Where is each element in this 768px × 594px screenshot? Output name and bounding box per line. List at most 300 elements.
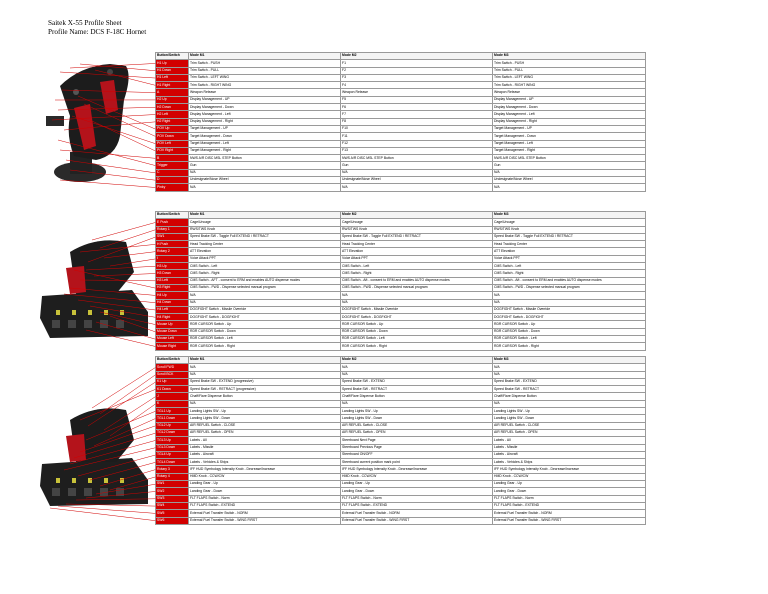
table-row <box>156 147 646 154</box>
cell-mode-m3: CMS Switch - Aft - consent to ERM and enables AUTO dispense modes <box>493 277 646 284</box>
col-header-m1: Mode M1 <box>189 53 341 60</box>
cell-mode-m2: F1 <box>341 60 493 67</box>
table-row <box>156 364 646 371</box>
cell-mode-m2: F2 <box>341 67 493 74</box>
cell-mode-m2: CMS Switch - Right <box>341 270 493 277</box>
cell-mode-m2: AIR REFUEL Switch - CLOSE <box>341 422 493 429</box>
cell-mode-m2: HMD Knob - CCW/CW <box>341 473 493 480</box>
cell-mode-m2: N/A <box>341 299 493 306</box>
table-row <box>156 429 646 436</box>
cell-button: Rotary 1 <box>156 226 189 233</box>
cell-button: POV Left <box>156 140 189 147</box>
cell-mode-m3: Speed Brake SW - RETRACT <box>493 386 646 393</box>
cell-button: K1 Down <box>156 386 189 393</box>
cell-mode-m3: IFF HUD Symbology Intensity Knob - Decrease/Increase <box>493 466 646 473</box>
cell-mode-m3: Head Tracking Center <box>493 241 646 248</box>
table-header-row <box>156 53 646 60</box>
table-row <box>156 241 646 248</box>
table-row <box>156 255 646 262</box>
cell-mode-m2: Steerboard Next Page <box>341 437 493 444</box>
cell-mode-m3: External Fuel Transfer Switch - NORM <box>493 510 646 517</box>
cell-mode-m2: Weapon Release <box>341 89 493 96</box>
col-header-button: Button/Switch <box>156 53 189 60</box>
cell-button: H2 Left <box>156 111 189 118</box>
table-row <box>156 408 646 415</box>
col-header-m2: Mode M2 <box>341 212 493 219</box>
table-header-row <box>156 212 646 219</box>
cell-mode-m3: Labels - All <box>493 437 646 444</box>
table-row <box>156 393 646 400</box>
cell-button: H4 Down <box>156 299 189 306</box>
cell-mode-m1: Landing Lights SW - Up <box>189 408 341 415</box>
cell-button: J <box>156 393 189 400</box>
cell-mode-m1: N/A <box>189 299 341 306</box>
cell-mode-m2: F10 <box>341 125 493 132</box>
cell-button: TGL4 Down <box>156 459 189 466</box>
cell-mode-m1: Undesignate/Nose Wheel <box>189 177 341 184</box>
stick-table-body <box>156 60 646 191</box>
cell-mode-m2: Speed Brake SW - Toggle Full EXTEND / RETRACT <box>341 233 493 240</box>
cell-mode-m3: ATT Elevation <box>493 248 646 255</box>
table-row <box>156 219 646 226</box>
throttle-table <box>155 211 646 351</box>
cell-mode-m2: N/A <box>341 400 493 407</box>
cell-mode-m1: RDR CURSOR Switch - Left <box>189 336 341 343</box>
table-row <box>156 400 646 407</box>
cell-mode-m3: Target Management - UP <box>493 125 646 132</box>
cell-mode-m3: AIR REFUEL Switch - OPEN <box>493 429 646 436</box>
cell-mode-m2: RDR CURSOR Switch - Left <box>341 336 493 343</box>
cell-button: TGL3 Up <box>156 437 189 444</box>
cell-mode-m2: Steerboard Previous Page <box>341 444 493 451</box>
cell-mode-m3: N/A <box>493 371 646 378</box>
cell-mode-m2: ATT Elevation <box>341 248 493 255</box>
cell-mode-m2: Landing Gear - Up <box>341 481 493 488</box>
cell-button: K1 Up <box>156 378 189 385</box>
cell-mode-m2: Cage/Uncage <box>341 219 493 226</box>
cell-mode-m2: Steerboard ON/OFF <box>341 451 493 458</box>
cell-mode-m3: Target Management - Down <box>493 133 646 140</box>
cell-mode-m1: Voice Attack PPT <box>189 255 341 262</box>
cell-button: SW1 <box>156 233 189 240</box>
cell-button: TGL1 Up <box>156 408 189 415</box>
col-header-button: Button/Switch <box>156 212 189 219</box>
table-row <box>156 415 646 422</box>
cell-mode-m1: Labels - Aircraft <box>189 451 341 458</box>
throttle-base-table <box>155 356 646 525</box>
cell-mode-m3: Target Management - Right <box>493 147 646 154</box>
cell-mode-m1: Landing Gear - Down <box>189 488 341 495</box>
cell-mode-m1: RDR CURSOR Switch - Down <box>189 328 341 335</box>
cell-mode-m1: Labels - All <box>189 437 341 444</box>
table-row <box>156 284 646 291</box>
table-row <box>156 60 646 67</box>
cell-mode-m2: RDR CURSOR Switch - Down <box>341 328 493 335</box>
cell-mode-m1: Chaff/Flare Dispense Button <box>189 393 341 400</box>
col-header-button: Button/Switch <box>156 357 189 364</box>
cell-mode-m2: Landing Lights SW - Down <box>341 415 493 422</box>
cell-mode-m2: Voice Attack PPT <box>341 255 493 262</box>
throttle-image <box>36 232 152 342</box>
table-row <box>156 292 646 299</box>
cell-mode-m1: Speed Brake SW - EXTEND (progressive) <box>189 378 341 385</box>
cell-mode-m2: NWS A/R DISC MSL STEP Button <box>341 155 493 162</box>
cell-mode-m3: HMD Knob - CCW/CW <box>493 473 646 480</box>
cell-mode-m1: CMS Switch - Right <box>189 270 341 277</box>
cell-mode-m1: Speed Brake SW - Toggle Full EXTEND / RETRACT <box>189 233 341 240</box>
cell-mode-m2: Head Tracking Center <box>341 241 493 248</box>
cell-mode-m2: Landing Lights SW - Up <box>341 408 493 415</box>
cell-mode-m3: Target Management - Left <box>493 140 646 147</box>
table-row <box>156 96 646 103</box>
table-row <box>156 67 646 74</box>
cell-button: POV Down <box>156 133 189 140</box>
cell-mode-m3: Labels - Missile <box>493 444 646 451</box>
cell-button: K <box>156 400 189 407</box>
cell-mode-m1: N/A <box>189 364 341 371</box>
cell-mode-m2: N/A <box>341 184 493 191</box>
cell-mode-m1: N/A <box>189 169 341 176</box>
cell-mode-m2: External Fuel Transfer Switch - NORM <box>341 510 493 517</box>
cell-mode-m3: Cage/Uncage <box>493 219 646 226</box>
cell-mode-m2: FLT FLAPS Switch - Norm <box>341 495 493 502</box>
table-row <box>156 378 646 385</box>
cell-mode-m2: N/A <box>341 292 493 299</box>
cell-mode-m1: Landing Lights SW - Down <box>189 415 341 422</box>
cell-mode-m1: FLT FLAPS Switch - Norm <box>189 495 341 502</box>
cell-button: TGL1 Down <box>156 415 189 422</box>
cell-mode-m2: F6 <box>341 104 493 111</box>
cell-button: H1 Up <box>156 60 189 67</box>
table-row <box>156 314 646 321</box>
cell-mode-m3: RDR CURSOR Switch - Right <box>493 343 646 350</box>
cell-mode-m3: N/A <box>493 364 646 371</box>
cell-button: H1 Down <box>156 67 189 74</box>
cell-button: H3 Left <box>156 277 189 284</box>
cell-mode-m2: F5 <box>341 96 493 103</box>
cell-mode-m1: External Fuel Transfer Switch - NORM <box>189 510 341 517</box>
cell-button: H3 Down <box>156 270 189 277</box>
cell-mode-m3: CMS Switch - Right <box>493 270 646 277</box>
cell-mode-m1: ATT Elevation <box>189 248 341 255</box>
cell-mode-m3: DOGFIGHT Switch - Missile Override <box>493 306 646 313</box>
cell-button: SW3 <box>156 495 189 502</box>
cell-mode-m1: Trim Switch - PULL <box>189 67 341 74</box>
table-row <box>156 118 646 125</box>
cell-button: H2 Up <box>156 96 189 103</box>
cell-mode-m3: Gun <box>493 162 646 169</box>
cell-mode-m2: FLT FLAPS Switch - EXTEND <box>341 502 493 509</box>
col-header-m1: Mode M1 <box>189 212 341 219</box>
cell-button: TGL4 Up <box>156 451 189 458</box>
cell-mode-m2: N/A <box>341 364 493 371</box>
table-row <box>156 336 646 343</box>
cell-mode-m2: F4 <box>341 82 493 89</box>
cell-mode-m1: Speed Brake SW - RETRACT (progressive) <box>189 386 341 393</box>
cell-mode-m2: DOGFIGHT Switch - Missile Override <box>341 306 493 313</box>
cell-mode-m2: F13 <box>341 147 493 154</box>
cell-mode-m3: Trim Switch - RIGHT WING <box>493 82 646 89</box>
joystick-image <box>40 56 150 196</box>
cell-mode-m2: Chaff/Flare Dispense Button <box>341 393 493 400</box>
cell-mode-m3: Landing Gear - Down <box>493 488 646 495</box>
cell-mode-m2: F11 <box>341 133 493 140</box>
cell-mode-m2: AIR REFUEL Switch - OPEN <box>341 429 493 436</box>
cell-mode-m1: DOGFIGHT Switch - DOGFIGHT <box>189 314 341 321</box>
table-row <box>156 488 646 495</box>
cell-mode-m3: Weapon Release <box>493 89 646 96</box>
cell-mode-m1: Trim Switch - PUSH <box>189 60 341 67</box>
cell-mode-m2: RWS/TWS Knob <box>341 226 493 233</box>
table-row <box>156 263 646 270</box>
table-row <box>156 89 646 96</box>
cell-button: TGL2 Up <box>156 422 189 429</box>
cell-mode-m2: CMS Switch - Aft - consent to ERM and enables AUTO dispense modes <box>341 277 493 284</box>
cell-mode-m2: F8 <box>341 118 493 125</box>
cell-mode-m1: Target Management - UP <box>189 125 341 132</box>
cell-mode-m1: N/A <box>189 400 341 407</box>
cell-mode-m2: RDR CURSOR Switch - Right <box>341 343 493 350</box>
cell-mode-m3: Display Management - Left <box>493 111 646 118</box>
cell-mode-m1: Weapon Release <box>189 89 341 96</box>
cell-mode-m3: Landing Gear - Up <box>493 481 646 488</box>
sheet-title: Saitek X-55 Profile Sheet <box>48 19 122 27</box>
cell-button: Rotary 3 <box>156 466 189 473</box>
cell-mode-m2: Steerboard current position mark point <box>341 459 493 466</box>
cell-mode-m2: Speed Brake SW - RETRACT <box>341 386 493 393</box>
cell-mode-m1: N/A <box>189 184 341 191</box>
table-row <box>156 270 646 277</box>
table-row <box>156 155 646 162</box>
cell-mode-m1: Cage/Uncage <box>189 219 341 226</box>
cell-mode-m2: Landing Gear - Down <box>341 488 493 495</box>
cell-mode-m3: N/A <box>493 292 646 299</box>
col-header-m3: Mode M3 <box>493 357 646 364</box>
table-row <box>156 233 646 240</box>
table-row <box>156 328 646 335</box>
cell-button: A <box>156 89 189 96</box>
cell-button: Rotary 2 <box>156 248 189 255</box>
cell-mode-m3: Labels - Vehicles & Ships <box>493 459 646 466</box>
cell-mode-m3: Landing Lights SW - Down <box>493 415 646 422</box>
cell-button: H1 Right <box>156 82 189 89</box>
table-row <box>156 517 646 524</box>
cell-mode-m3: Undesignate/Nose Wheel <box>493 177 646 184</box>
cell-button: C <box>156 169 189 176</box>
stick-table <box>155 52 646 192</box>
table-row <box>156 371 646 378</box>
cell-mode-m2: N/A <box>341 371 493 378</box>
table-row <box>156 473 646 480</box>
table-row <box>156 82 646 89</box>
cell-mode-m1: Trim Switch - RIGHT WING <box>189 82 341 89</box>
cell-button: Mouse Left <box>156 336 189 343</box>
cell-mode-m1: IFF HUD Symbology Intensity Knob - Decrease/Increase <box>189 466 341 473</box>
cell-mode-m3: Labels - Aircraft <box>493 451 646 458</box>
cell-button: B <box>156 155 189 162</box>
cell-mode-m3: Display Management - Down <box>493 104 646 111</box>
cell-button: TGL3 Down <box>156 444 189 451</box>
table-row <box>156 466 646 473</box>
throttle-table-body <box>156 219 646 350</box>
table-row <box>156 481 646 488</box>
cell-mode-m2: F7 <box>341 111 493 118</box>
cell-mode-m1: AIR REFUEL Switch - CLOSE <box>189 422 341 429</box>
table-row <box>156 133 646 140</box>
cell-mode-m3: Speed Brake SW - EXTEND <box>493 378 646 385</box>
table-row <box>156 111 646 118</box>
cell-mode-m3: Display Management - UP <box>493 96 646 103</box>
cell-mode-m1: N/A <box>189 371 341 378</box>
table-row <box>156 321 646 328</box>
col-header-m2: Mode M2 <box>341 357 493 364</box>
cell-button: H4 Left <box>156 306 189 313</box>
table-row <box>156 343 646 350</box>
cell-mode-m3: Display Management - Right <box>493 118 646 125</box>
table-row <box>156 422 646 429</box>
cell-mode-m3: Speed Brake SW - Toggle Full EXTEND / RETRACT <box>493 233 646 240</box>
cell-mode-m3: RDR CURSOR Switch - Down <box>493 328 646 335</box>
cell-button: I <box>156 255 189 262</box>
cell-mode-m1: RDR CURSOR Switch - Up <box>189 321 341 328</box>
table-row <box>156 248 646 255</box>
table-row <box>156 451 646 458</box>
cell-mode-m2: CMS Switch - Left <box>341 263 493 270</box>
cell-mode-m2: Gun <box>341 162 493 169</box>
cell-button: H3 Right <box>156 284 189 291</box>
cell-mode-m3: N/A <box>493 184 646 191</box>
cell-mode-m2: Speed Brake SW - EXTEND <box>341 378 493 385</box>
cell-mode-m1: RWS/TWS Knob <box>189 226 341 233</box>
cell-mode-m1: External Fuel Transfer Switch - WING FIRST <box>189 517 341 524</box>
cell-button: TGL2 Down <box>156 429 189 436</box>
cell-mode-m1: CMS Switch - Left <box>189 263 341 270</box>
cell-mode-m3: N/A <box>493 169 646 176</box>
cell-mode-m3: DOGFIGHT Switch - DOGFIGHT <box>493 314 646 321</box>
cell-mode-m1: Target Management - Left <box>189 140 341 147</box>
cell-button: SW6 <box>156 517 189 524</box>
table-row <box>156 169 646 176</box>
cell-mode-m3: FLT FLAPS Switch - EXTEND <box>493 502 646 509</box>
cell-mode-m3: CMS Switch - Left <box>493 263 646 270</box>
cell-mode-m3: External Fuel Transfer Switch - WING FIRST <box>493 517 646 524</box>
cell-mode-m3: RDR CURSOR Switch - Left <box>493 336 646 343</box>
table-row <box>156 299 646 306</box>
cell-mode-m3: Trim Switch - PULL <box>493 67 646 74</box>
cell-button: SW1 <box>156 481 189 488</box>
cell-button: POV Up <box>156 125 189 132</box>
cell-mode-m2: External Fuel Transfer Switch - WING FIRST <box>341 517 493 524</box>
col-header-m3: Mode M3 <box>493 53 646 60</box>
cell-button: SW4 <box>156 502 189 509</box>
cell-button: H4 Up <box>156 292 189 299</box>
cell-button: H Push <box>156 241 189 248</box>
cell-mode-m1: CMS Switch - FWD - Dispense selected manual program <box>189 284 341 291</box>
cell-mode-m1: NWS A/R DISC MSL STEP Button <box>189 155 341 162</box>
cell-mode-m2: CMS Switch - FWD - Dispense selected manual program <box>341 284 493 291</box>
table-row <box>156 386 646 393</box>
cell-button: Scroll BCK <box>156 371 189 378</box>
cell-mode-m1: Landing Gear - Up <box>189 481 341 488</box>
cell-button: D <box>156 177 189 184</box>
cell-mode-m1: Target Management - Right <box>189 147 341 154</box>
cell-mode-m1: Trim Switch - LEFT WING <box>189 74 341 81</box>
cell-mode-m3: CMS Switch - FWD - Dispense selected manual program <box>493 284 646 291</box>
cell-mode-m3: Trim Switch - LEFT WING <box>493 74 646 81</box>
table-row <box>156 277 646 284</box>
cell-mode-m1: HMD Knob - CCW/CW <box>189 473 341 480</box>
cell-mode-m3: Voice Attack PPT <box>493 255 646 262</box>
cell-mode-m1: N/A <box>189 292 341 299</box>
cell-button: H2 Right <box>156 118 189 125</box>
cell-mode-m2: IFF HUD Symbology Intensity Knob - Decrease/Increase <box>341 466 493 473</box>
table-row <box>156 510 646 517</box>
cell-button: Rotary 4 <box>156 473 189 480</box>
table-row <box>156 502 646 509</box>
table-row <box>156 125 646 132</box>
cell-button: H2 Down <box>156 104 189 111</box>
cell-mode-m2: Undesignate/Nose Wheel <box>341 177 493 184</box>
cell-mode-m3: N/A <box>493 299 646 306</box>
table-row <box>156 140 646 147</box>
cell-button: Trigger <box>156 162 189 169</box>
cell-mode-m3: Landing Lights SW - Up <box>493 408 646 415</box>
throttle-base-image <box>36 400 152 510</box>
cell-button: SW2 <box>156 488 189 495</box>
cell-button: Mouse Up <box>156 321 189 328</box>
cell-mode-m3: Chaff/Flare Dispense Button <box>493 393 646 400</box>
cell-mode-m1: CMS Switch - AFT - consent to ERM and enables AUTO dispense modes <box>189 277 341 284</box>
table-row <box>156 177 646 184</box>
table-row <box>156 306 646 313</box>
table-row <box>156 184 646 191</box>
cell-button: SW5 <box>156 510 189 517</box>
cell-mode-m3: Trim Switch - PUSH <box>493 60 646 67</box>
cell-button: POV Right <box>156 147 189 154</box>
profile-name: Profile Name: DCS F-18C Hornet <box>48 28 147 36</box>
cell-mode-m2: RDR CURSOR Switch - Up <box>341 321 493 328</box>
cell-mode-m1: Display Management - UP <box>189 96 341 103</box>
cell-mode-m1: Display Management - Right <box>189 118 341 125</box>
cell-button: E Push <box>156 219 189 226</box>
cell-button: H4 Right <box>156 314 189 321</box>
table-row <box>156 459 646 466</box>
table-row <box>156 226 646 233</box>
cell-mode-m1: Gun <box>189 162 341 169</box>
cell-mode-m1: RDR CURSOR Switch - Right <box>189 343 341 350</box>
page-header <box>48 19 146 37</box>
cell-button: Pinky <box>156 184 189 191</box>
col-header-m2: Mode M2 <box>341 53 493 60</box>
cell-mode-m1: Target Management - Down <box>189 133 341 140</box>
cell-mode-m2: N/A <box>341 169 493 176</box>
table-row <box>156 444 646 451</box>
cell-mode-m3: NWS A/R DISC MSL STEP Button <box>493 155 646 162</box>
cell-mode-m1: AIR REFUEL Switch - OPEN <box>189 429 341 436</box>
table-row <box>156 74 646 81</box>
cell-mode-m1: Labels - Vehicles & Ships <box>189 459 341 466</box>
col-header-m3: Mode M3 <box>493 212 646 219</box>
cell-button: Scroll FWD <box>156 364 189 371</box>
cell-button: Mouse Right <box>156 343 189 350</box>
cell-mode-m1: Head Tracking Center <box>189 241 341 248</box>
cell-mode-m3: RWS/TWS Knob <box>493 226 646 233</box>
cell-mode-m3: RDR CURSOR Switch - Up <box>493 321 646 328</box>
cell-mode-m1: Labels - Missile <box>189 444 341 451</box>
cell-mode-m3: FLT FLAPS Switch - Norm <box>493 495 646 502</box>
cell-mode-m1: FLT FLAPS Switch - EXTEND <box>189 502 341 509</box>
cell-mode-m2: DOGFIGHT Switch - DOGFIGHT <box>341 314 493 321</box>
